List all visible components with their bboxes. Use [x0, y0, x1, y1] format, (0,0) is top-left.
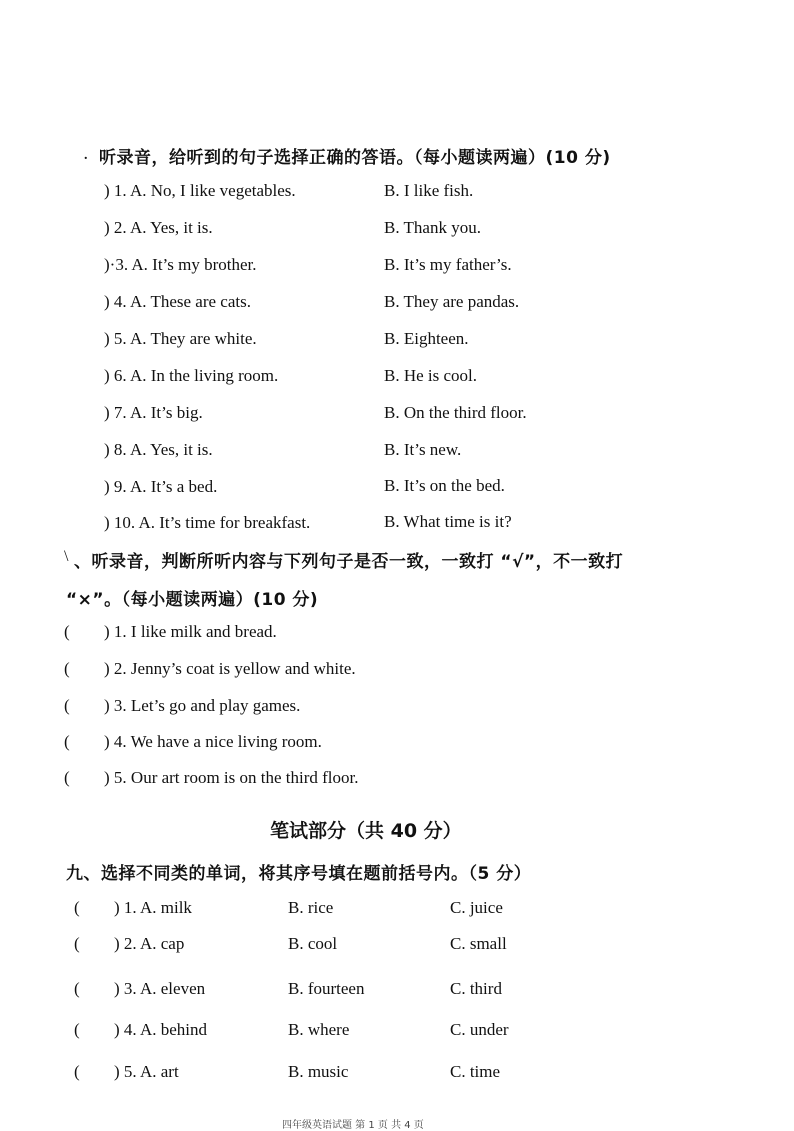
section8-item-10-a: ) 10. A. It’s time for breakfast. [104, 513, 311, 532]
section8-item-8-b: B. It’s new. [384, 440, 462, 459]
section8-item-7-b: B. On the third floor. [384, 403, 527, 422]
section8-title: 听录音，给听到的句子选择正确的答语。（每小题读两遍）(10 分) [99, 148, 611, 168]
judge-item-3-paren: ( [64, 696, 70, 715]
section9-item-5-paren: ( [74, 1062, 80, 1081]
section8-item-6-b: B. He is cool. [384, 366, 478, 385]
section-judge-title-line1: 、听录音，判断所听内容与下列句子是否一致，一致打 “√”，不一致打 [74, 552, 624, 572]
section8-item-3-b: B. It’s my father’s. [384, 255, 512, 274]
judge-item-4-paren: ( [64, 732, 70, 751]
section9-item-5-a: ) 5. A. art [114, 1062, 179, 1081]
section9-item-4-paren: ( [74, 1020, 80, 1039]
section9-item-2-b: B. cool [288, 934, 338, 953]
section9-item-3-c: C. third [450, 979, 502, 998]
section8-item-9-a: ) 9. A. It’s a bed. [104, 477, 218, 496]
section9-item-1-c: C. juice [450, 898, 503, 917]
section8-item-3-a: )·3. A. It’s my brother. [104, 255, 257, 274]
section8-item-8-a: ) 8. A. Yes, it is. [104, 440, 213, 459]
section8-item-10-b: B. What time is it? [384, 512, 512, 531]
section9-item-4-a: ) 4. A. behind [114, 1020, 208, 1039]
judge-item-1-paren: ( [64, 622, 70, 641]
judge-item-2-paren: ( [64, 659, 70, 678]
section8-item-4-b: B. They are pandas. [384, 292, 520, 311]
section8-item-2-a: ) 2. A. Yes, it is. [104, 218, 213, 237]
section8-item-7-a: ) 7. A. It’s big. [104, 403, 203, 422]
section9-item-2-a: ) 2. A. cap [114, 934, 185, 953]
judge-item-3-text: ) 3. Let’s go and play games. [104, 696, 301, 715]
section8-item-6-a: ) 6. A. In the living room. [104, 366, 279, 385]
section8-item-2-b: B. Thank you. [384, 218, 481, 237]
judge-item-5-paren: ( [64, 768, 70, 787]
section8-item-1-a: ) 1. A. No, I like vegetables. [104, 181, 296, 200]
section9-item-3-a: ) 3. A. eleven [114, 979, 206, 998]
written-part-heading: 笔试部分（共 40 分） [270, 820, 462, 842]
section8-item-4-a: ) 4. A. These are cats. [104, 292, 251, 311]
section9-title: 九、选择不同类的单词，将其序号填在题前括号内。（5 分） [66, 864, 532, 884]
section8-item-1-b: B. I like fish. [384, 181, 474, 200]
section8-item-9-b: B. It’s on the bed. [384, 476, 505, 495]
section9-item-1-a: ) 1. A. milk [114, 898, 192, 917]
section9-item-5-c: C. time [450, 1062, 501, 1081]
section9-item-3-paren: ( [74, 979, 80, 998]
section8-item-5-b: B. Eighteen. [384, 329, 469, 348]
page-footer: 四年级英语试题 第 1 页 共 4 页 [282, 1120, 424, 1131]
section-judge-marker: \ [64, 548, 69, 565]
section9-item-1-paren: ( [74, 898, 80, 917]
judge-item-2-text: ) 2. Jenny’s coat is yellow and white. [104, 659, 356, 678]
section9-item-4-b: B. where [288, 1020, 350, 1039]
section8-marker: . [84, 148, 88, 163]
section9-item-5-b: B. music [288, 1062, 349, 1081]
section9-item-2-c: C. small [450, 934, 507, 953]
judge-item-5-text: ) 5. Our art room is on the third floor. [104, 768, 359, 787]
section-judge-title-line2: “×”。（每小题读两遍）(10 分) [66, 590, 319, 610]
judge-item-4-text: ) 4. We have a nice living room. [104, 732, 322, 751]
section9-item-1-b: B. rice [288, 898, 334, 917]
judge-item-1-text: ) 1. I like milk and bread. [104, 622, 277, 641]
section8-item-5-a: ) 5. A. They are white. [104, 329, 257, 348]
section9-item-4-c: C. under [450, 1020, 509, 1039]
section9-item-3-b: B. fourteen [288, 979, 365, 998]
section9-item-2-paren: ( [74, 934, 80, 953]
